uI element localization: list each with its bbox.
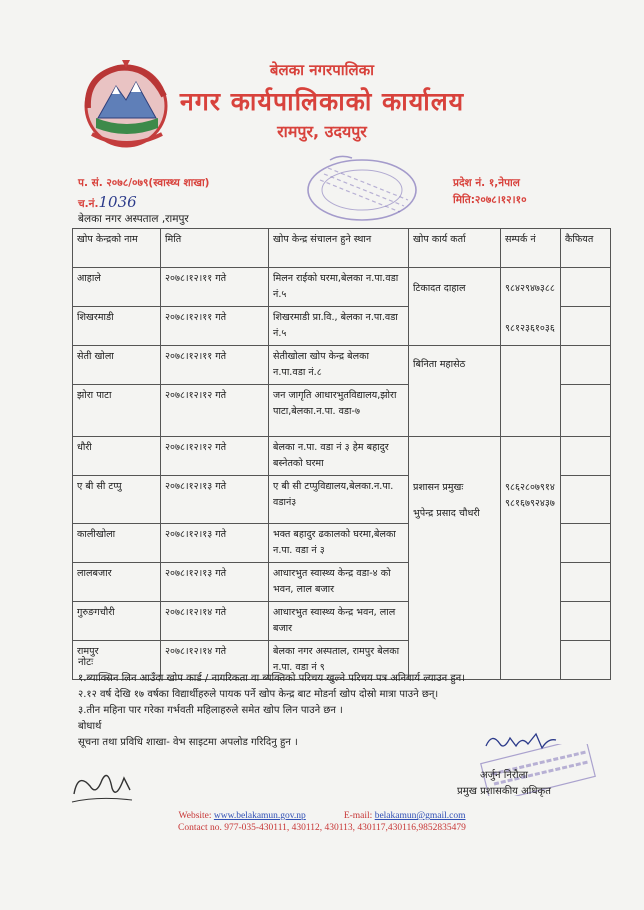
contact-cell (501, 323, 561, 437)
contact-number: ९८१२३६१०३६ (505, 323, 555, 334)
vaccination-place: आधारभुत स्वास्थ्य केन्द्र वडा-४ को भवन, लाल बजार (269, 563, 409, 602)
vaccination-date: २०७८।१२।१४ गते (161, 602, 269, 641)
vaccination-place: मिलन राईको घरमा,बेलका न.पा.वडा नं.५ (269, 268, 409, 307)
note-item: १.ब्याक्सिन लिन आउँदा खोप कार्ड / नागरिकता वा ब्यक्तिको परिचय खुल्ने परिचय पत्र अनिवार्य ल्याउन हुन। (78, 673, 466, 684)
handwritten-signature (68, 760, 138, 812)
note-item: ३.तीन महिना पार गरेका गर्भवती महिलाहरुले समेत खोप लिन पाउने छन । (78, 705, 343, 716)
vaccinator-name: टिकादत दाहाल (413, 283, 466, 294)
remarks-cell (561, 268, 611, 307)
vaccinator-cell (409, 268, 501, 346)
signatory-name: अर्जुन निरौला (480, 770, 528, 781)
remarks-cell (561, 563, 611, 602)
signatory-block (444, 768, 564, 800)
vaccination-date: २०७८।१२।१२ गते (161, 437, 269, 476)
vaccinator-cell (409, 437, 501, 680)
cc-label: बोधार्थ (78, 721, 102, 732)
vaccination-date: २०७८।१२।११ गते (161, 346, 269, 385)
vaccination-date: २०७८।१२।११ गते (161, 307, 269, 346)
remarks-cell (561, 524, 611, 563)
remarks-cell (561, 602, 611, 641)
vaccination-date: २०७८।१२।१३ गते (161, 524, 269, 563)
contact-number: ९८६२८०७९१४ (505, 482, 555, 493)
remarks-cell (561, 641, 611, 680)
center-name: आहाले (73, 268, 161, 307)
contact-number: ९८१६७९२४३७ (505, 498, 555, 509)
table-row (73, 346, 611, 385)
vaccinator-cell (409, 346, 501, 437)
office-location: रामपुर, उदयपुर (277, 122, 367, 141)
vaccination-place: भक्त बहादुर ढकालको घरमा,बेलका न.पा. वडा नं ३ (269, 524, 409, 563)
column-header: खोप केन्द्र संचालन हुने स्थान (269, 229, 409, 268)
table-row (73, 437, 611, 476)
vaccination-schedule-table (72, 228, 611, 680)
vaccination-place: जन जागृति आधारभुतविद्यालय,झोरा पाटा,बेलका.न.पा. वडा-७ (269, 385, 409, 437)
column-header: मिति (161, 229, 269, 268)
remarks-cell (561, 437, 611, 476)
letter-date: मिति:२०७८।१२।१० (453, 194, 527, 206)
letter-footer (0, 810, 644, 834)
admin-chief-role: प्रशासन प्रमुखः (413, 482, 464, 493)
vaccination-date: २०७८।१२।११ गते (161, 268, 269, 307)
center-name: शिखरमाडी (73, 307, 161, 346)
official-seal-stamp (300, 150, 424, 224)
contact-numbers: Contact no. 977-035-430111, 430112, 430113, 430117,430116,9852835479 (178, 823, 466, 833)
email-label: E-mail: (343, 811, 373, 821)
vaccination-place: सेतीखोला खोप केन्द्र बेलका न.पा.वडा नं.८ (269, 346, 409, 385)
province-label: प्रदेश नं. १,नेपाल (453, 177, 520, 189)
remarks-cell (561, 476, 611, 524)
center-name: कालीखोला (73, 524, 161, 563)
dispatch-number (78, 193, 137, 211)
remarks-cell (561, 307, 611, 346)
note-item: २.१२ वर्ष देखि १७ वर्षका विद्यार्थीहरुले पायक पर्ने खोप केन्द्र बाट मोडर्ना खोप दोस्रो मात्रा पाउने छन्। (78, 689, 439, 700)
column-header: कैफियत (561, 229, 611, 268)
center-name: झोरा पाटा (73, 385, 161, 437)
center-name: धौरी (73, 437, 161, 476)
column-header: खोप कार्य कर्ता (409, 229, 501, 268)
office-title: नगर कार्यपालिकाको कार्यालय (179, 87, 465, 116)
table-header-row (73, 229, 611, 268)
addressee: बेलका नगर अस्पताल ,रामपुर (78, 213, 189, 225)
column-header: सम्पर्क नं (501, 229, 561, 268)
vaccination-place: ए बी सी टप्पुविद्यालय,बेलका.न.पा. वडानं३ (269, 476, 409, 524)
center-name: लालबजार (73, 563, 161, 602)
remarks-cell (561, 385, 611, 437)
vaccination-place: आधारभुत स्वास्थ्य केन्द्र भवन, लाल बजार (269, 602, 409, 641)
email-link[interactable]: belakamun@gmail.com (374, 811, 466, 821)
center-name: रामपुर (73, 641, 161, 680)
center-name: गुरुङगचौरी (73, 602, 161, 641)
vaccinator-name: बिनिता महासेठ (413, 359, 466, 370)
vaccination-place: बेलका न.पा. वडा नं ३ हेम बहादुर बस्नेतको घरमा (269, 437, 409, 476)
vaccination-date: २०७८।१२।१४ गते (161, 641, 269, 680)
center-name: ए बी सी टप्पु (73, 476, 161, 524)
notes-label: नोटः (78, 657, 94, 668)
dispatch-value: 1036 (98, 193, 137, 211)
contact-cell (501, 437, 561, 680)
vaccination-date: २०७८।१२।१३ गते (161, 476, 269, 524)
municipality-name: बेलका नगरपालिका (269, 61, 375, 79)
website-link[interactable]: www.belakamun.gov.np (213, 811, 306, 821)
column-header: खोप केन्द्रको नाम (73, 229, 161, 268)
center-name: सेती खोला (73, 346, 161, 385)
vaccination-date: २०७८।१२।१३ गते (161, 563, 269, 602)
contact-number: ९८४२९४७३८८ (505, 283, 555, 294)
dispatch-label: च.नं. (78, 198, 99, 210)
notes-section (78, 655, 465, 751)
signatory-title: प्रमुख प्रशासकीय अधिकृत (457, 786, 551, 797)
remarks-cell (561, 346, 611, 385)
vaccination-place: शिखरमाडी प्रा.वि., बेलका न.पा.वडा नं.५ (269, 307, 409, 346)
vaccination-date: २०७८।१२।१२ गते (161, 385, 269, 437)
website-label: Website: (178, 811, 212, 821)
vaccination-place: बेलका नगर अस्पताल, रामपुर बेलका न.पा. वडा नं ९ (269, 641, 409, 680)
reference-number: प. सं. २०७८/०७९(स्वास्थ्य शाखा) (78, 177, 210, 189)
cc-item: सूचना तथा प्रविधि शाखा- वेभ साइटमा अपलोड गरिदिनु हुन । (78, 737, 298, 748)
admin-chief-name: भुपेन्द्र प्रसाद चौधरी (413, 508, 480, 519)
table-row (73, 268, 611, 307)
